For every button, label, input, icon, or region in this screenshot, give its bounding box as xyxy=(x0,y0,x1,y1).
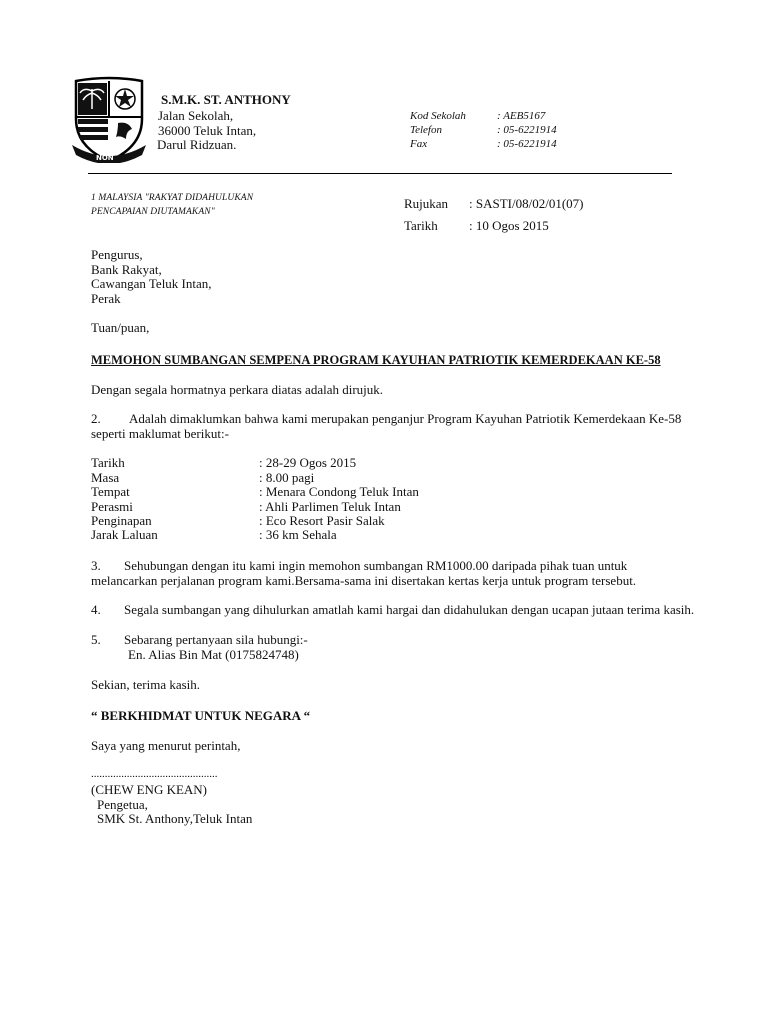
contact-person: En. Alias Bin Mat (0175824748) xyxy=(128,647,299,662)
subject-heading: MEMOHON SUMBANGAN SEMPENA PROGRAM KAYUHAN PATRIOTIK KEMERDEKAAN KE-58 xyxy=(91,353,661,367)
slogan-line-2: PENCAPAIAN DIUTAMAKAN" xyxy=(91,207,215,217)
paragraph-3-line-1: Sehubungan dengan itu kami ingin memohon sumbangan RM1000.00 daripada pihak tuan untuk xyxy=(124,558,628,573)
date-value: : 10 Ogos 2015 xyxy=(469,218,549,233)
detail-value: : 28-29 Ogos 2015 xyxy=(259,455,357,470)
signature-line: .............................................. xyxy=(91,768,218,780)
paragraph-5-line-1: Sebarang pertanyaan sila hubungi:- xyxy=(124,632,308,647)
motto: “ BERKHIDMAT UNTUK NEGARA “ xyxy=(91,708,311,723)
detail-label: Penginapan xyxy=(91,513,152,528)
detail-label: Perasmi xyxy=(91,499,133,514)
contact-value-fax: : 05-6221914 xyxy=(497,138,557,150)
reference-value: : SASTI/08/02/01(07) xyxy=(469,196,584,211)
detail-label: Tempat xyxy=(91,484,130,499)
detail-value: : 8.00 pagi xyxy=(259,470,315,485)
signatory-title: Pengetua, xyxy=(97,797,148,812)
paragraph-3-number: 3. xyxy=(91,558,101,573)
recipient-line-3: Cawangan Teluk Intan, xyxy=(91,276,212,291)
school-name: S.M.K. ST. ANTHONY xyxy=(161,92,291,107)
detail-label: Masa xyxy=(91,470,120,485)
closing: Sekian, terima kasih. xyxy=(91,677,201,692)
contact-value-phone: : 05-6221914 xyxy=(497,124,557,136)
paragraph-2-line-2: seperti maklumat berikut:- xyxy=(91,426,229,441)
crest-banner-text: NON xyxy=(96,154,114,162)
school-crest-logo xyxy=(70,75,148,163)
detail-label: Tarikh xyxy=(91,455,125,470)
header-divider xyxy=(88,173,672,174)
contact-value-school-code: : AEB5167 xyxy=(497,110,546,122)
recipient-line-4: Perak xyxy=(91,291,121,306)
contact-label-school-code: Kod Sekolah xyxy=(410,110,466,122)
address-line-3: Darul Ridzuan. xyxy=(157,137,237,152)
detail-value: : 36 km Sehala xyxy=(259,527,337,542)
paragraph-2-line-1: Adalah dimaklumkan bahwa kami merupakan penganjur Program Kayuhan Patriotik Kemerdekaan Ke-58 xyxy=(129,411,682,426)
salutation: Tuan/puan, xyxy=(91,320,150,335)
date-label: Tarikh xyxy=(404,218,438,233)
recipient-line-1: Pengurus, xyxy=(91,247,143,262)
contact-label-fax: Fax xyxy=(410,138,428,150)
signatory-name: (CHEW ENG KEAN) xyxy=(91,782,208,797)
signatory-organization: SMK St. Anthony,Teluk Intan xyxy=(97,811,253,826)
slogan-line-1: 1 MALAYSIA "RAKYAT DIDAHULUKAN xyxy=(91,193,254,203)
address-line-1: Jalan Sekolah, xyxy=(158,108,234,123)
sign-intro: Saya yang menurut perintah, xyxy=(91,738,241,753)
detail-value: : Menara Condong Teluk Intan xyxy=(259,484,419,499)
paragraph-4-number: 4. xyxy=(91,602,101,617)
contact-label-phone: Telefon xyxy=(410,124,442,136)
paragraph-2-number: 2. xyxy=(91,411,101,426)
recipient-line-2: Bank Rakyat, xyxy=(91,262,162,277)
paragraph-3-line-2: melancarkan perjalanan program kami.Bersama-sama ini disertakan kertas kerja untuk program tersebut. xyxy=(91,573,637,588)
paragraph-5-number: 5. xyxy=(91,632,101,647)
detail-value: : Eco Resort Pasir Salak xyxy=(259,513,385,528)
detail-label: Jarak Laluan xyxy=(91,527,158,542)
reference-label: Rujukan xyxy=(404,196,449,211)
paragraph-4-line-1: Segala sumbangan yang dihulurkan amatlah kami hargai dan didahulukan dengan ucapan jutaan terima kasih. xyxy=(124,602,695,617)
detail-value: : Ahli Parlimen Teluk Intan xyxy=(259,499,401,514)
paragraph-1: Dengan segala hormatnya perkara diatas adalah dirujuk. xyxy=(91,382,384,397)
address-line-2: 36000 Teluk Intan, xyxy=(158,123,257,138)
